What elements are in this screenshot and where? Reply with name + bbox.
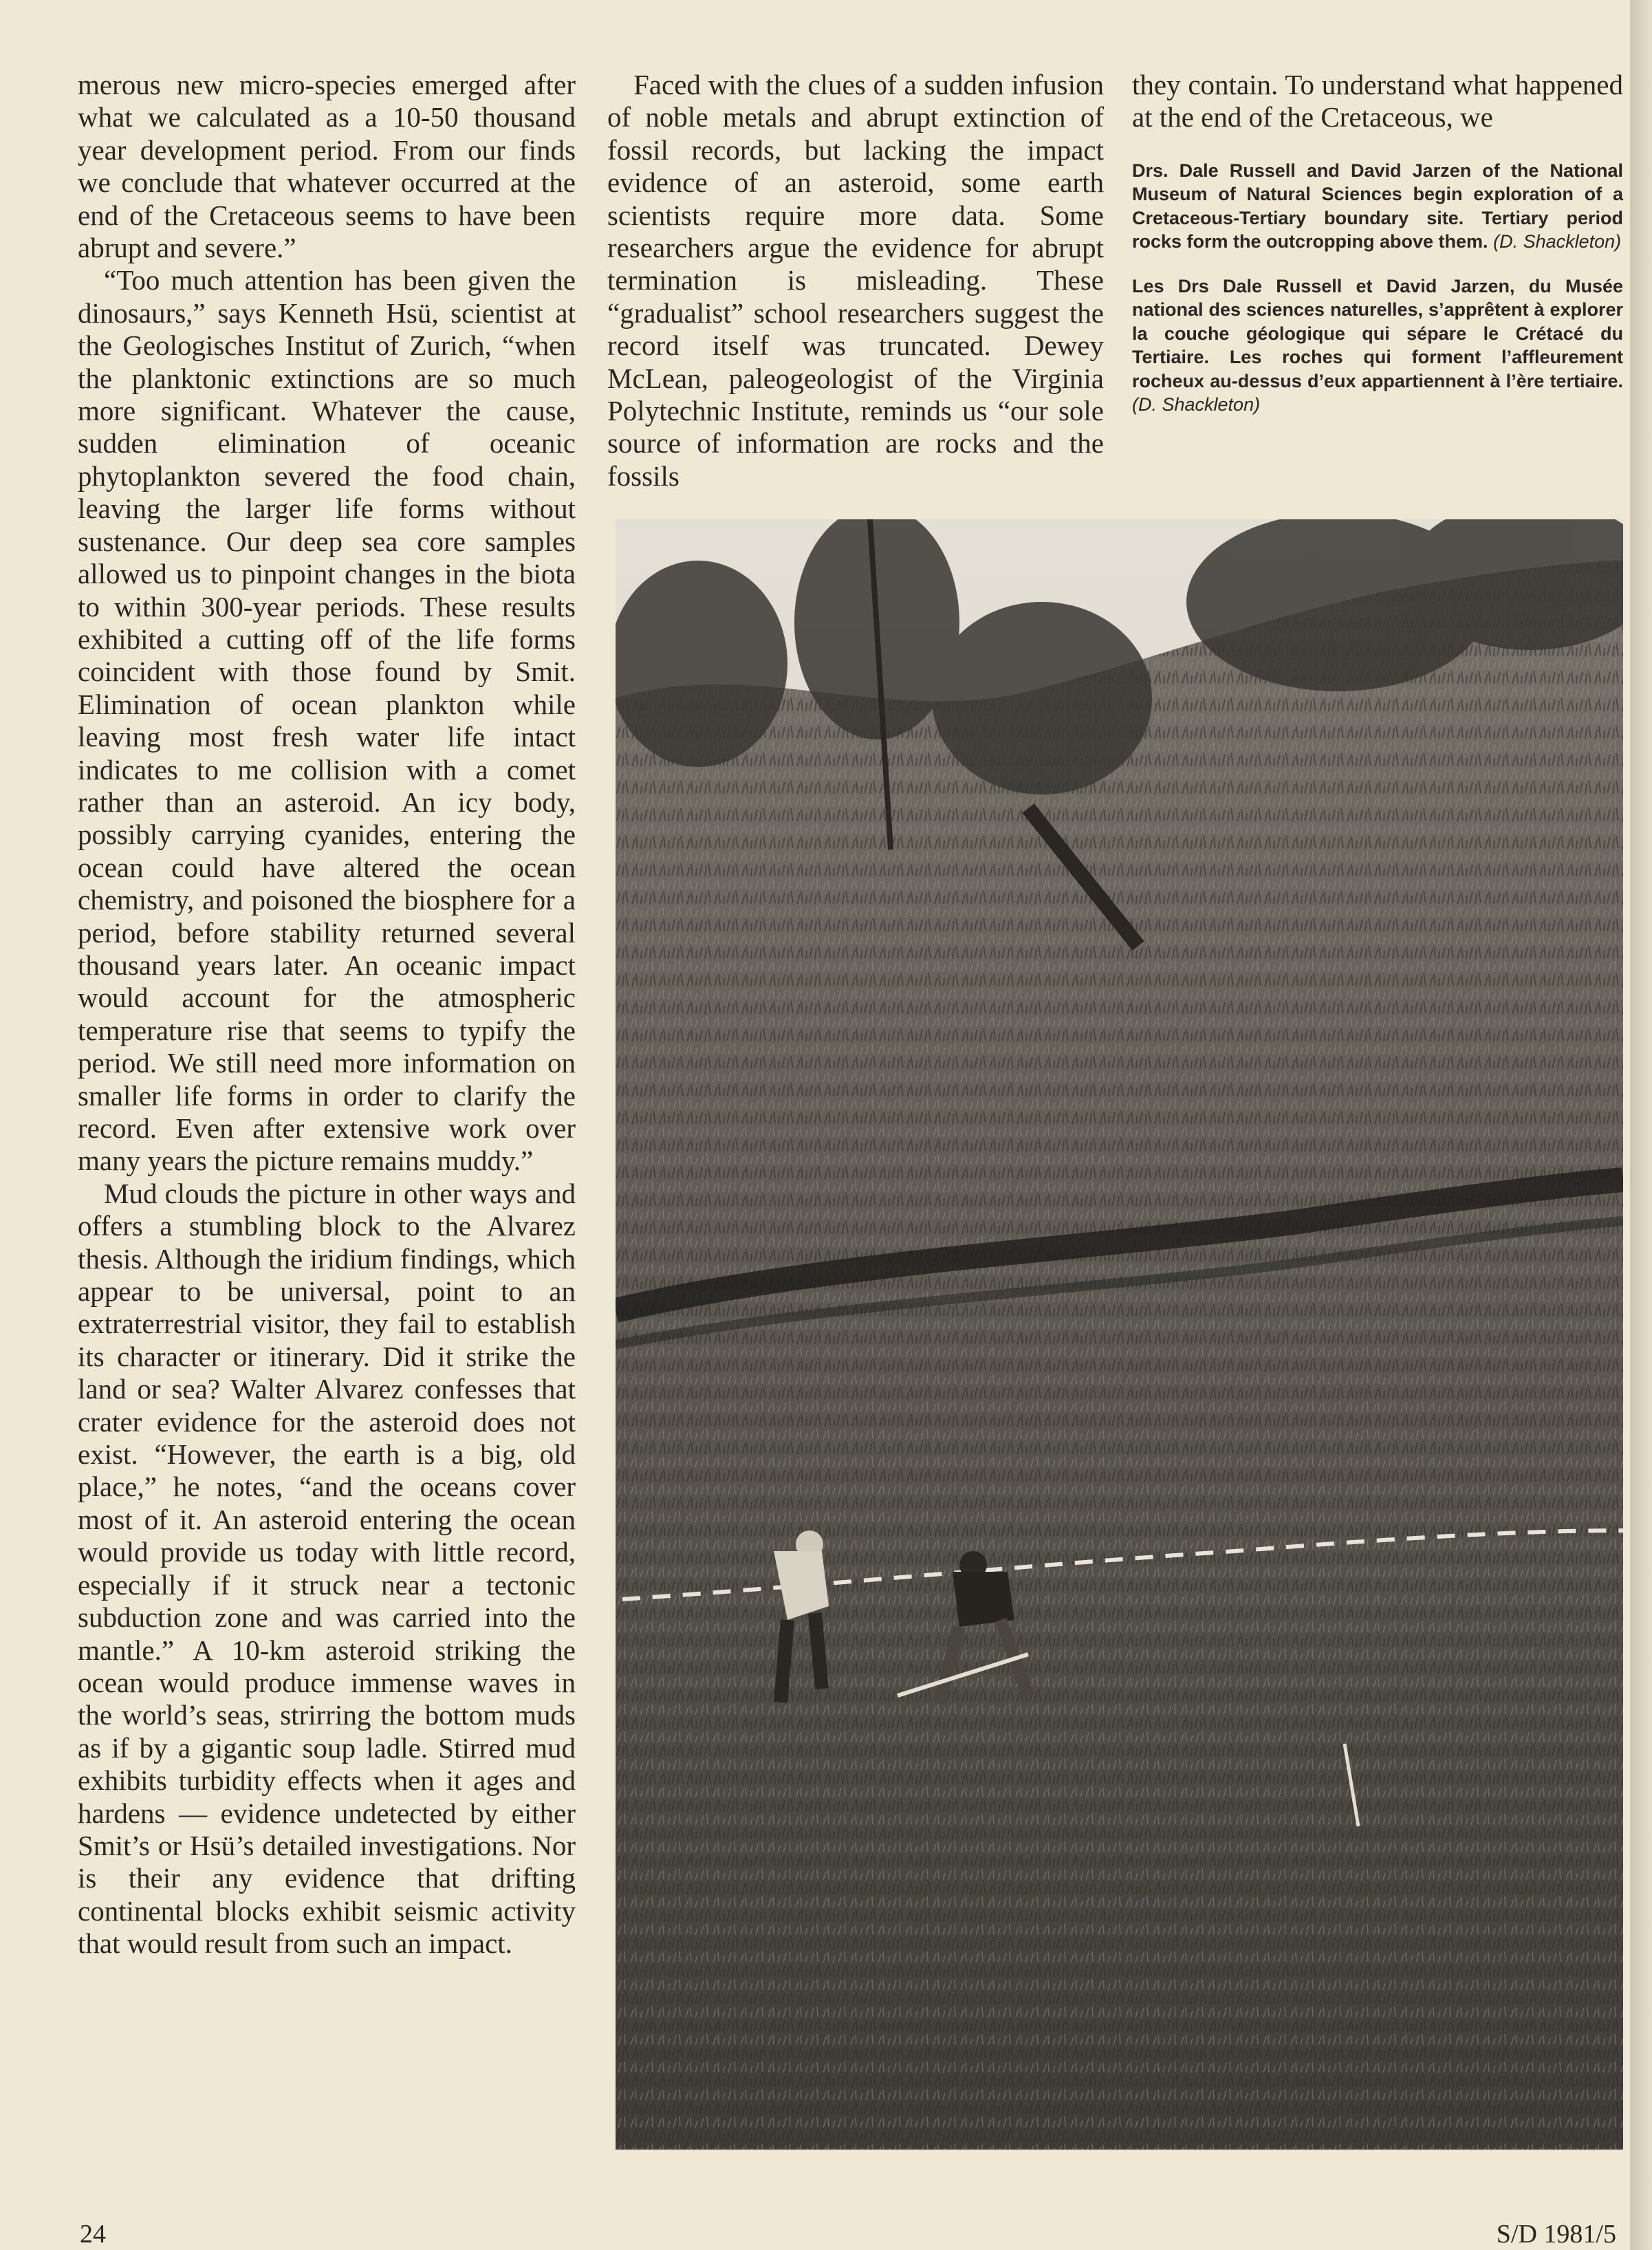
caption-text: Les Drs Dale Russell et David Jarzen, du Musée national des sciences naturelles, s’apprêtent à explorer la couche géologique qui sépare le Crétacé du Tertiaire. Les roches qui forment l’affleurement rocheux au-dessus d’eux appartiennent à l’ère tertiaire.	[1132, 275, 1623, 391]
article-paragraph: “Too much attention has been given the dinosaurs,” says Kenneth Hsü, scientist at the Geologisches Institut of Zurich, “when the planktonic extinctions are so much more significant. Whatever the cause, sudden elimination of oceanic phytoplankton severed the food chain, leaving the larger life forms without sustenance. Our deep sea core samples allowed us to pinpoint changes in the biota to within 300-year periods. These results exhibited a cutting off of the life forms coincident with those found by Smit. Elimination of ocean plankton while leaving most fresh water life intact indicates to me collision with a comet rather than an asteroid. An icy body, possibly carrying cyanides, entering the ocean could have altered the ocean chemistry, and poisoned the biosphere for a period, before stability returned several thousand years later. An oceanic impact would account for the atmospheric temperature rise that seems to typify the period. We still need more information on smaller life forms in order to clarify the record. Even after extensive work over many years the picture remains muddy.”	[78, 264, 576, 1177]
article-column-2	[607, 69, 1104, 493]
page-binding-edge	[1630, 0, 1652, 2250]
article-paragraph: they contain. To understand what happened at the end of the Cretaceous, we	[1132, 69, 1623, 133]
caption-text: Drs. Dale Russell and David Jarzen of the National Museum of Natural Sciences begin exploration of a Cretaceous-Tertiary boundary site. Tertiary period rocks form the outcropping above them.	[1132, 160, 1623, 252]
article-column-1	[78, 69, 576, 1960]
article-paragraph: Mud clouds the picture in other ways and offers a stumbling block to the Alvarez thesis. Although the iridium findings, which appear to be universal, point to an extraterrestrial visitor, they fail to establish its character or itinerary. Did it strike the land or sea? Walter Alvarez confesses that crater evidence for the asteroid does not exist. “However, the earth is a big, old place,” he notes, “and the oceans cover most of it. An asteroid entering the ocean would provide us today with little record, especially if it struck near a tectonic subduction zone and was carried into the mantle.” A 10-km asteroid striking the ocean would produce immense waves in the world’s seas, strirring the bottom muds as if by a gigantic soup ladle. Stirred mud exhibits turbidity effects when it ages and hardens — evidence undetected by either Smit’s or Hsü’s detailed investigations. Nor is their any evidence that drifting continental blocks exhibit seismic activity that would result from such an impact.	[78, 1177, 576, 1960]
article-paragraph: Faced with the clues of a sudden infusion of noble metals and abrupt extinction of fossil records, but lacking the impact evidence of an asteroid, some earth scientists require more data. Some researchers argue the evidence for abrupt termination is misleading. These “gradualist” school researchers suggest the record itself was truncated. Dewey McLean, paleogeologist of the Virginia Polytechnic Institute, reminds us “our sole source of information are rocks and the fossils	[607, 69, 1104, 492]
article-paragraph: merous new micro-species emerged after what we calculated as a 10-50 thousand year development period. From our finds we conclude that whatever occurred at the end of the Cretaceous seems to have been abrupt and severe.”	[78, 69, 576, 264]
photo-caption-french	[1132, 274, 1623, 417]
photo-credit: (D. Shackleton)	[1493, 231, 1622, 252]
article-column-3	[1132, 69, 1623, 417]
photo-caption-english	[1132, 159, 1623, 254]
issue-reference: S/D 1981/5	[1496, 2220, 1616, 2249]
field-site-photograph	[616, 519, 1623, 2150]
photo-credit: (D. Shackleton)	[1132, 394, 1261, 415]
page-number: 24	[80, 2220, 106, 2249]
